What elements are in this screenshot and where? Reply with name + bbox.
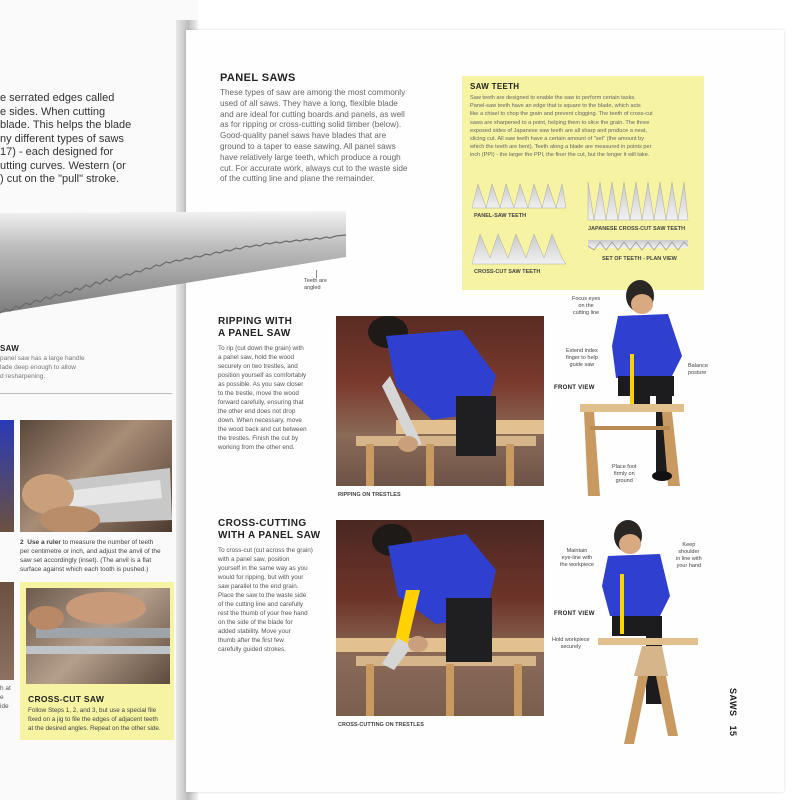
annotation-line: Extend index	[566, 348, 598, 354]
cross-cut-teeth-label: CROSS-CUT SAW TEETH	[474, 269, 541, 275]
place-foot-annotation	[612, 464, 636, 485]
annotation-line: Place foot	[612, 464, 637, 470]
intro-line: ny different types of saws	[0, 132, 124, 145]
annotation-line: finger to help	[566, 355, 598, 361]
panel-saws-line: Good-quality panel saws have blades that are	[220, 131, 387, 141]
cross-cut-teeth-diagram	[472, 234, 566, 264]
panel-saws-heading: PANEL SAWS	[220, 72, 296, 84]
saw-teeth-line: inch (PPI) - the larger the PPI, the finer the cut, but the longer it will take.	[470, 152, 650, 159]
panel-saws-line: as for ripping or cross-cutting solid timber (below).	[220, 120, 402, 130]
fragment-line: e	[0, 694, 4, 701]
caption-line: panel saw has a large handle	[0, 355, 85, 362]
intro-line: ) cut on the "pull" stroke.	[0, 173, 120, 185]
panel-saw-blade-image	[0, 205, 350, 325]
annotation-line: on the	[578, 303, 594, 309]
running-head-text	[728, 688, 738, 737]
panel-saws-line: and are ideal for cutting boards and panels, as well	[220, 109, 405, 119]
panel-saws-line: used of all saws. They have a long, flexible blade	[220, 98, 398, 108]
intro-line: utting curves. Western (or	[0, 159, 126, 172]
fragment-line: ide	[0, 703, 9, 710]
step-text: to measure the number of teeth	[62, 539, 154, 546]
annotation-line: the workpiece	[560, 562, 594, 568]
ripping-line: forward carefully, ensuring that	[218, 399, 304, 406]
cross-cutting-on-trestles-photo	[336, 520, 544, 716]
cross-cutting-line: rest the thumb of your free hand	[218, 610, 308, 617]
cross-cutting-front-view-label: FRONT VIEW	[554, 611, 595, 617]
panel-saws-line: of the cutting line and plane the remainder.	[220, 174, 375, 184]
cross-cutting-line: carefully guided strokes.	[218, 646, 286, 653]
cross-cutting-line: of the cutting line and carefully	[218, 601, 304, 608]
cross-cutting-line: To cross-cut (cut across the grain)	[218, 547, 313, 554]
saw-teeth-text	[470, 94, 702, 160]
ripping-line: down. When necessary, move	[218, 417, 302, 424]
cross-cutting-line: added stability. Move your	[218, 628, 291, 635]
step-number: 2	[20, 539, 24, 546]
japanese-teeth-label: JAPANESE CROSS-CUT SAW TEETH	[588, 226, 686, 232]
left-saw-caption-title: SAW	[0, 344, 20, 353]
cross-cut-saw-text	[28, 706, 178, 733]
hold-workpiece-annotation	[552, 637, 590, 651]
saw-teeth-line: like a chisel to chop the grain and prevent clogging. The teeth of cross-cut	[470, 111, 653, 118]
annotation-line: Keep	[682, 542, 696, 548]
panel-saws-line: have relatively large teeth, which produce a rough	[220, 152, 401, 162]
focus-eyes-annotation	[572, 296, 600, 317]
fragment-line: h at	[0, 685, 11, 692]
ripping-heading-line: RIPPING WITH	[218, 316, 293, 327]
left-intro-text	[0, 92, 190, 187]
step-line: surface against which each tooth is pushed.)	[20, 566, 149, 573]
annotation-line: securely	[560, 644, 582, 650]
cross-cutting-heading-line: CROSS-CUTTING	[218, 518, 307, 529]
japanese-teeth-diagram	[588, 182, 688, 220]
intro-line: e serrated edges called	[0, 92, 115, 104]
cross-cutting-photo-illustration	[336, 520, 544, 716]
annotation-line: eye-line with	[561, 555, 593, 561]
annotation-line: posture	[688, 370, 707, 376]
saw-teeth-line: exposed sides of Japanese saw teeth are all sharp and produce a neat,	[470, 127, 647, 134]
keep-shoulder-annotation	[676, 542, 702, 570]
intro-line: 17) - each designed for	[0, 146, 114, 158]
cross-cut-line: at the desired angles. Repeat on the other side.	[28, 725, 161, 732]
left-fragment-text	[0, 684, 11, 711]
left-edge-photo-1	[0, 420, 14, 532]
saw-teeth-line: Saw teeth are designed to enable the saw to perform certain tasks.	[470, 95, 636, 101]
teeth-leader-line	[316, 270, 317, 278]
teeth-label-line: Teeth are	[304, 278, 327, 284]
balance-posture-annotation	[688, 363, 708, 377]
left-saw-caption	[0, 354, 85, 381]
file-jig-illustration	[26, 588, 170, 684]
ripping-line: To rip (cut down the grain) with	[218, 345, 304, 352]
ripping-heading-line: A PANEL SAW	[218, 328, 291, 339]
teeth-angled-label	[304, 278, 327, 292]
cross-cutting-line: Place the saw to the waste side	[218, 592, 307, 599]
ripping-line: the wood back and cut between	[218, 426, 307, 433]
cross-cutting-line: yourself in the same way as you	[218, 565, 308, 572]
step-bold: Use a ruler	[27, 539, 61, 546]
saw-set-illustration	[20, 420, 172, 532]
cross-cut-line: Follow Steps 1, 2, and 3, but use a special file	[28, 707, 157, 714]
panel-saws-line: These types of saw are among the most commonly	[220, 88, 406, 97]
ripping-line: position yourself as comfortably	[218, 372, 307, 379]
set-of-teeth-diagram	[588, 240, 688, 250]
eye-line-annotation	[560, 548, 594, 569]
step-line: saw set accordingly (inset). (The anvil is a flat	[20, 557, 152, 564]
annotation-line: Focus eyes	[572, 296, 601, 302]
ripping-line: working from the other end.	[218, 444, 295, 451]
annotation-line: in line with	[676, 556, 702, 562]
annotation-line: Maintain	[566, 548, 588, 554]
step-2-text	[20, 538, 176, 574]
ripping-on-trestles-photo	[336, 316, 544, 486]
ripping-heading	[218, 316, 292, 340]
annotation-line: shoulder	[678, 549, 700, 555]
ripping-photo-illustration	[336, 316, 544, 486]
ripping-line: a panel saw, hold the wood	[218, 354, 294, 361]
extend-finger-annotation	[566, 348, 598, 369]
saw-teeth-line: saws are sharpened to a point, helping them to slice the grain. The three	[470, 119, 650, 126]
saw-set-ruler-photo	[20, 420, 172, 532]
ripping-line: securely on two trestles, and	[218, 363, 298, 370]
panel-saws-line: cut. For accurate work, always cut to the waste side	[220, 163, 408, 173]
teeth-label-line: angled	[304, 285, 321, 291]
cross-cutting-heading-line: WITH A PANEL SAW	[218, 530, 321, 541]
ripping-line: as possible. As you saw closer	[218, 381, 304, 388]
left-divider	[0, 393, 172, 394]
ripping-line: to the trestle, move the wood	[218, 390, 299, 397]
left-page-content	[0, 0, 196, 800]
annotation-line: your hand	[676, 563, 702, 569]
intro-line: blade. This helps the blade	[0, 119, 132, 131]
running-head	[722, 688, 742, 748]
panel-saws-text	[220, 88, 450, 185]
annotation-line: Hold workpiece	[552, 637, 590, 643]
cross-cut-saw-title: CROSS-CUT SAW	[28, 694, 105, 704]
intro-line: e sides. When cutting	[0, 105, 106, 118]
saw-teeth-line: Panel-saw teeth have an edge that is square to the blade, which acts	[470, 103, 641, 110]
saw-teeth-heading: SAW TEETH	[470, 82, 520, 91]
cross-cutting-heading	[218, 518, 321, 542]
file-jig-photo	[26, 588, 170, 684]
caption-line: lade deep enough to allow	[0, 364, 76, 371]
cross-cutting-text	[218, 546, 330, 654]
annotation-line: firmly on	[613, 471, 635, 477]
left-edge-photo-2	[0, 582, 14, 680]
cross-cutting-line: on the side of the blade for	[218, 619, 293, 626]
ripping-text	[218, 344, 330, 452]
cross-cut-line: fixed on a jig to file the edges of adjacent teeth	[28, 716, 158, 723]
cross-cutting-line: thumb after the first few	[218, 637, 284, 644]
cross-cutting-line: saw parallel to the end grain.	[218, 583, 299, 590]
annotation-line: cutting line	[572, 310, 600, 316]
running-head-section: SAWS	[728, 688, 738, 717]
set-of-teeth-label: SET OF TEETH - PLAN VIEW	[602, 256, 677, 262]
annotation-line: guide saw	[569, 362, 595, 368]
ripping-photo-caption: RIPPING ON TRESTLES	[338, 492, 401, 498]
panel-saws-line: ground to a taper to ease sawing. All panel saws	[220, 141, 396, 151]
cross-cutting-photo-caption: CROSS-CUTTING ON TRESTLES	[338, 722, 424, 728]
saw-teeth-line: which the teeth are bent). Teeth along a blade are measured in points per	[470, 144, 652, 151]
ripping-line: the other end does not drop	[218, 408, 296, 415]
annotation-line: ground	[615, 478, 633, 484]
cross-cutting-line: with a panel saw, position	[218, 556, 290, 563]
caption-line: d resharpening.	[0, 373, 46, 380]
annotation-line: Balance	[688, 363, 708, 369]
panel-saw-teeth-label: PANEL-SAW TEETH	[474, 213, 527, 219]
page-number: 15	[728, 725, 738, 737]
cross-cutting-line: would for ripping, but with your	[218, 574, 304, 581]
ripping-front-view-label: FRONT VIEW	[554, 385, 595, 391]
panel-saw-teeth-diagram	[472, 184, 566, 208]
step-line: per centimetre or inch, and adjust the anvil of the	[20, 548, 161, 555]
saw-teeth-line: slicing cut. All saw teeth have a certain amount of "set" (the amount by	[470, 136, 645, 143]
ripping-line: the trestles. Finish the cut by	[218, 435, 299, 442]
